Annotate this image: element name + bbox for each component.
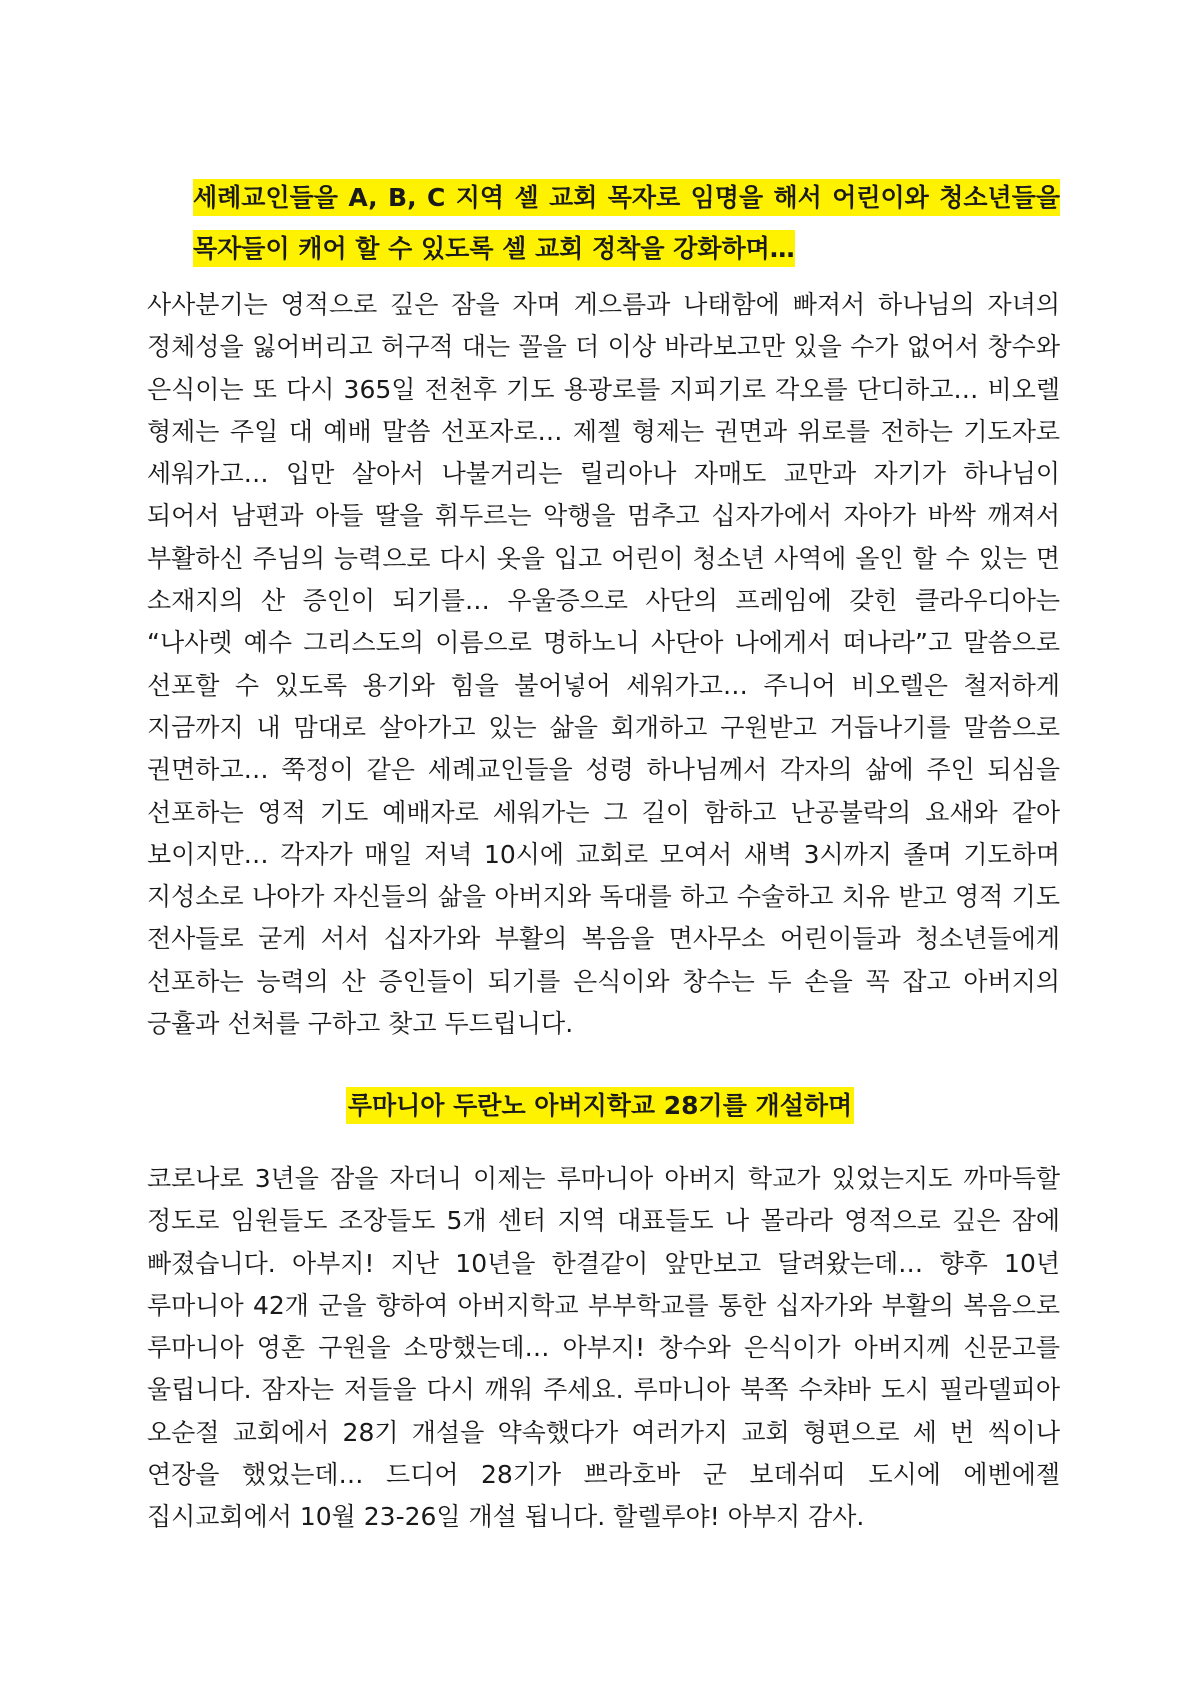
section1-heading bbox=[193, 172, 1060, 274]
section1-heading-highlight: 세례교인들을 A, B, C 지역 셀 교회 목자로 임명을 해서 어린이와 청소년들을 목자들이 캐어 할 수 있도록 셀 교회 정착을 강화하며… bbox=[193, 179, 1060, 267]
section1-body: 사사분기는 영적으로 깊은 잠을 자며 게으름과 나태함에 빠져서 하나님의 자녀의 정체성을 잃어버리고 허구적 대는 꼴을 더 이상 바라보고만 있을 수가 없어서 창수와 은식이는 또 다시 365일 전천후 기도 용광로를 지피기로 각오를 단디하고… 비오렐 형제는 주일 대 예배 말씀 선포자로… 제젤 형제는 권면과 위로를 전하는 기도자로 세워가고… 입만 살아서 나불거리는 릴리아나 자매도 교만과 자기가 하나님이 되어서 남편과 아들 딸을 휘두르는 악행을 멈추고 십자가에서 자아가 바싹 깨져서 부활하신 주님의 능력으로 다시 옷을 입고 어린이 청소년 사역에 올인 할 수 있는 면 소재지의 산 증인이 되기를… 우울증으로 사단의 프레임에 갖힌 클라우디아는 “나사렛 예수 그리스도의 이름으로 명하노니 사단아 나에게서 떠나라”고 말씀으로 선포할 수 있도록 용기와 힘을 불어넣어 세워가고… 주니어 비오렐은 철저하게 지금까지 내 맘대로 살아가고 있는 삶을 회개하고 구원받고 거듭나기를 말씀으로 권면하고… 쭉정이 같은 세례교인들을 성령 하나님께서 각자의 삶에 주인 되심을 선포하는 영적 기도 예배자로 세워가는 그 길이 함하고 난공불락의 요새와 같아 보이지만… 각자가 매일 저녁 10시에 교회로 모여서 새벽 3시까지 졸며 기도하며 지성소로 나아가 자신들의 삶을 아버지와 독대를 하고 수술하고 치유 받고 영적 기도 전사들로 굳게 서서 십자가와 부활의 복음을 면사무소 어린이들과 청소년들에게 선포하는 능력의 산 증인들이 되기를 은식이와 창수는 두 손을 꼭 잡고 아버지의 긍휼과 선처를 구하고 찾고 두드립니다. bbox=[147, 290, 1060, 1039]
section2-heading-highlight: 루마니아 두란노 아버지학교 28기를 개설하며 bbox=[346, 1087, 854, 1124]
section2-heading bbox=[0, 1085, 1200, 1127]
section2-body: 코로나로 3년을 잠을 자더니 이제는 루마니아 아버지 학교가 있었는지도 까마득할 정도로 임원들도 조장들도 5개 센터 지역 대표들도 나 몰라라 영적으로 깊은 잠에 빠졌습니다. 아부지! 지난 10년을 한결같이 앞만보고 달려왔는데… 향후 10년 루마니아 42개 군을 향하여 아버지학교 부부학교를 통한 십자가와 부활의 복음으로 루마니아 영혼 구원을 소망했는데… 아부지! 창수와 은식이가 아버지께 신문고를 울립니다. 잠자는 저들을 다시 깨워 주세요. 루마니아 북쪽 수챠바 도시 필라델피아 오순절 교회에서 28기 개설을 약속했다가 여러가지 교회 형편으로 세 번 씩이나 연장을 했었는데… 드디어 28기가 쁘라호바 군 보데쉬띠 도시에 에벤에젤 집시교회에서 10월 23-26일 개설 됩니다. 할렐루야! 아부지 감사. bbox=[147, 1164, 1060, 1532]
